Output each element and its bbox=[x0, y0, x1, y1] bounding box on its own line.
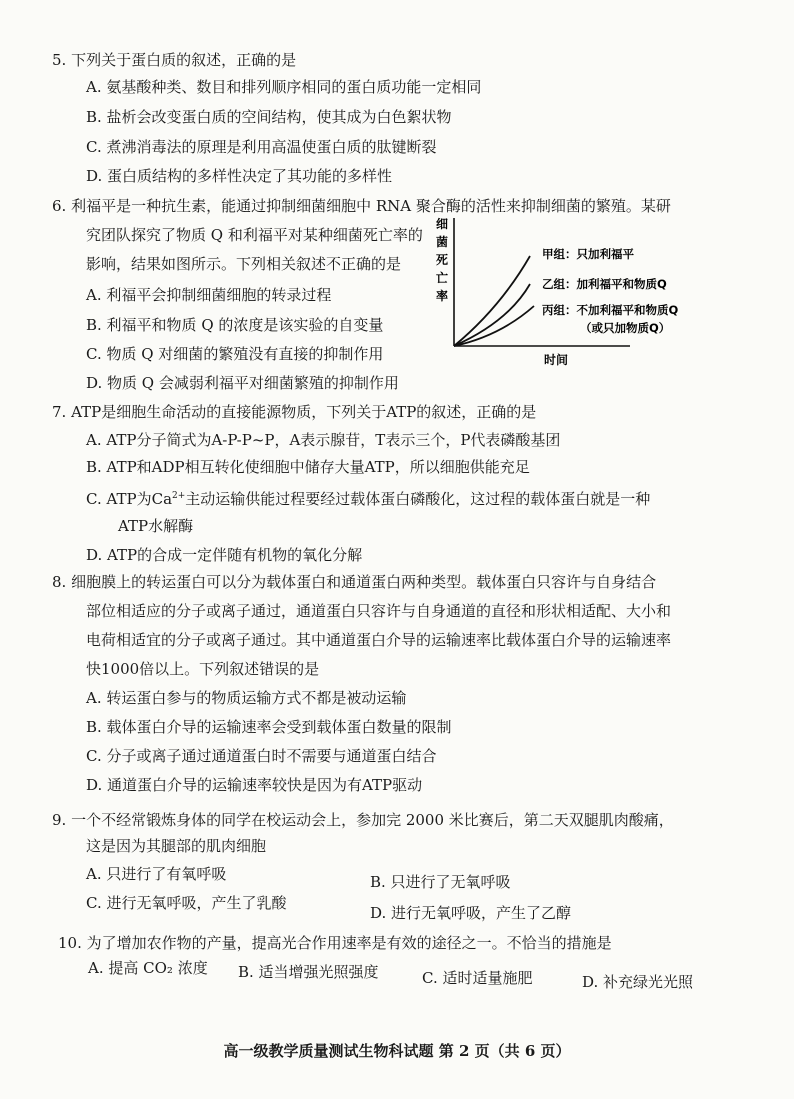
q6-option-d: D. 物质 Q 会减弱利福平对细菌繁殖的抑制作用 bbox=[86, 374, 399, 392]
q10-option-a: A. 提高 CO₂ 浓度 bbox=[88, 959, 208, 977]
q9-stem-line1: 9. 一个不经常锻炼身体的同学在校运动会上，参加完 2000 米比赛后，第二天双腿肌肉酸痛， bbox=[52, 811, 674, 829]
q5-option-b: B. 盐析会改变蛋白质的空间结构，使其成为白色絮状物 bbox=[86, 108, 452, 126]
y-label-char: 死 bbox=[436, 253, 449, 267]
q7-c-sup: 2+ bbox=[172, 491, 186, 501]
q6-figure bbox=[430, 212, 730, 372]
q8-stem-line4: 快1000倍以上。下列叙述错误的是 bbox=[86, 660, 320, 678]
q8-stem-line3: 电荷相适宜的分子或离子通过。其中通道蛋白介导的运输速率比载体蛋白介导的运输速率 bbox=[86, 631, 672, 649]
q9-option-b: B. 只进行了无氧呼吸 bbox=[370, 873, 511, 891]
q6-option-b: B. 利福平和物质 Q 的浓度是该实验的自变量 bbox=[86, 316, 384, 334]
q10-option-c: C. 适时适量施肥 bbox=[422, 969, 533, 987]
q9-stem-line2: 这是因为其腿部的肌肉细胞 bbox=[86, 837, 267, 855]
q8-option-b: B. 载体蛋白介导的运输速率会受到载体蛋白数量的限制 bbox=[86, 718, 452, 736]
q5-option-a: A. 氨基酸种类、数目和排列顺序相同的蛋白质功能一定相同 bbox=[86, 78, 482, 96]
y-label-char: 率 bbox=[436, 289, 449, 303]
q8-option-d: D. 通道蛋白介导的运输速率较快是因为有ATP驱动 bbox=[86, 776, 423, 794]
q6-option-a: A. 利福平会抑制细菌细胞的转录过程 bbox=[86, 286, 332, 304]
q5-option-c: C. 煮沸消毒法的原理是利用高温使蛋白质的肽键断裂 bbox=[86, 138, 437, 156]
page-footer: 高一级教学质量测试生物科试题 第 2 页（共 6 页） bbox=[223, 1042, 571, 1060]
curve-label-c-note: （或只加物质Q） bbox=[580, 321, 671, 335]
q8-option-a: A. 转运蛋白参与的物质运输方式不都是被动运输 bbox=[86, 689, 407, 707]
q6-stem-line2: 究团队探究了物质 Q 和利福平对某种细菌死亡率的 bbox=[86, 226, 423, 244]
q6-stem-line3: 影响，结果如图所示。下列相关叙述不正确的是 bbox=[86, 255, 402, 273]
y-label-char: 菌 bbox=[436, 235, 449, 249]
x-axis-label: 时间 bbox=[544, 353, 569, 367]
q7-option-d: D. ATP的合成一定伴随有机物的氧化分解 bbox=[86, 546, 363, 564]
y-label-char: 亡 bbox=[436, 271, 449, 285]
q8-stem-line1: 8. 细胞膜上的转运蛋白可以分为载体蛋白和通道蛋白两种类型。载体蛋白只容许与自身结合 bbox=[52, 573, 657, 591]
q6-stem-line1: 6. 利福平是一种抗生素，能通过抑制细菌细胞中 RNA 聚合酶的活性来抑制细菌的繁殖。某研 bbox=[52, 197, 671, 215]
q8-option-c: C. 分子或离子通过通道蛋白时不需要与通道蛋白结合 bbox=[86, 747, 437, 765]
q7-option-a: A. ATP分子简式为A-P-P~P，A表示腺苷，T表示三个，P代表磷酸基团 bbox=[86, 431, 561, 449]
q7-option-c bbox=[86, 486, 650, 509]
curve-label-c: 丙组：不加利福平和物质Q bbox=[542, 303, 679, 317]
q7-option-c-cont: ATP水解酶 bbox=[118, 517, 194, 535]
q9-option-a: A. 只进行了有氧呼吸 bbox=[86, 865, 227, 883]
q7-c-pre: C. ATP为Ca bbox=[86, 490, 173, 508]
curve-label-b: 乙组：加利福平和物质Q bbox=[542, 277, 667, 291]
q10-option-b: B. 适当增强光照强度 bbox=[238, 963, 379, 981]
q7-stem: 7. ATP是细胞生命活动的直接能源物质，下列关于ATP的叙述，正确的是 bbox=[52, 403, 537, 421]
q7-c-post: 主动运输供能过程要经过载体蛋白磷酸化，这过程的载体蛋白就是一种 bbox=[185, 490, 651, 508]
q5-stem: 5. 下列关于蛋白质的叙述，正确的是 bbox=[52, 51, 297, 69]
q9-option-c: C. 进行无氧呼吸，产生了乳酸 bbox=[86, 894, 287, 912]
q9-option-d: D. 进行无氧呼吸，产生了乙醇 bbox=[370, 904, 572, 922]
q10-option-d: D. 补充绿光光照 bbox=[582, 973, 694, 991]
q6-option-c: C. 物质 Q 对细菌的繁殖没有直接的抑制作用 bbox=[86, 345, 384, 363]
q8-stem-line2: 部位相适应的分子或离子通过，通道蛋白只容许与自身通道的直径和形状相适配、大小和 bbox=[86, 602, 672, 620]
y-label-char: 细 bbox=[436, 217, 449, 231]
q6-chart bbox=[430, 212, 730, 372]
q5-option-d: D. 蛋白质结构的多样性决定了其功能的多样性 bbox=[86, 167, 393, 185]
q7-option-b: B. ATP和ADP相互转化使细胞中储存大量ATP，所以细胞供能充足 bbox=[86, 458, 530, 476]
q10-stem: 10. 为了增加农作物的产量，提高光合作用速率是有效的途径之一。不恰当的措施是 bbox=[58, 934, 612, 952]
curve-label-a: 甲组：只加利福平 bbox=[542, 247, 634, 261]
